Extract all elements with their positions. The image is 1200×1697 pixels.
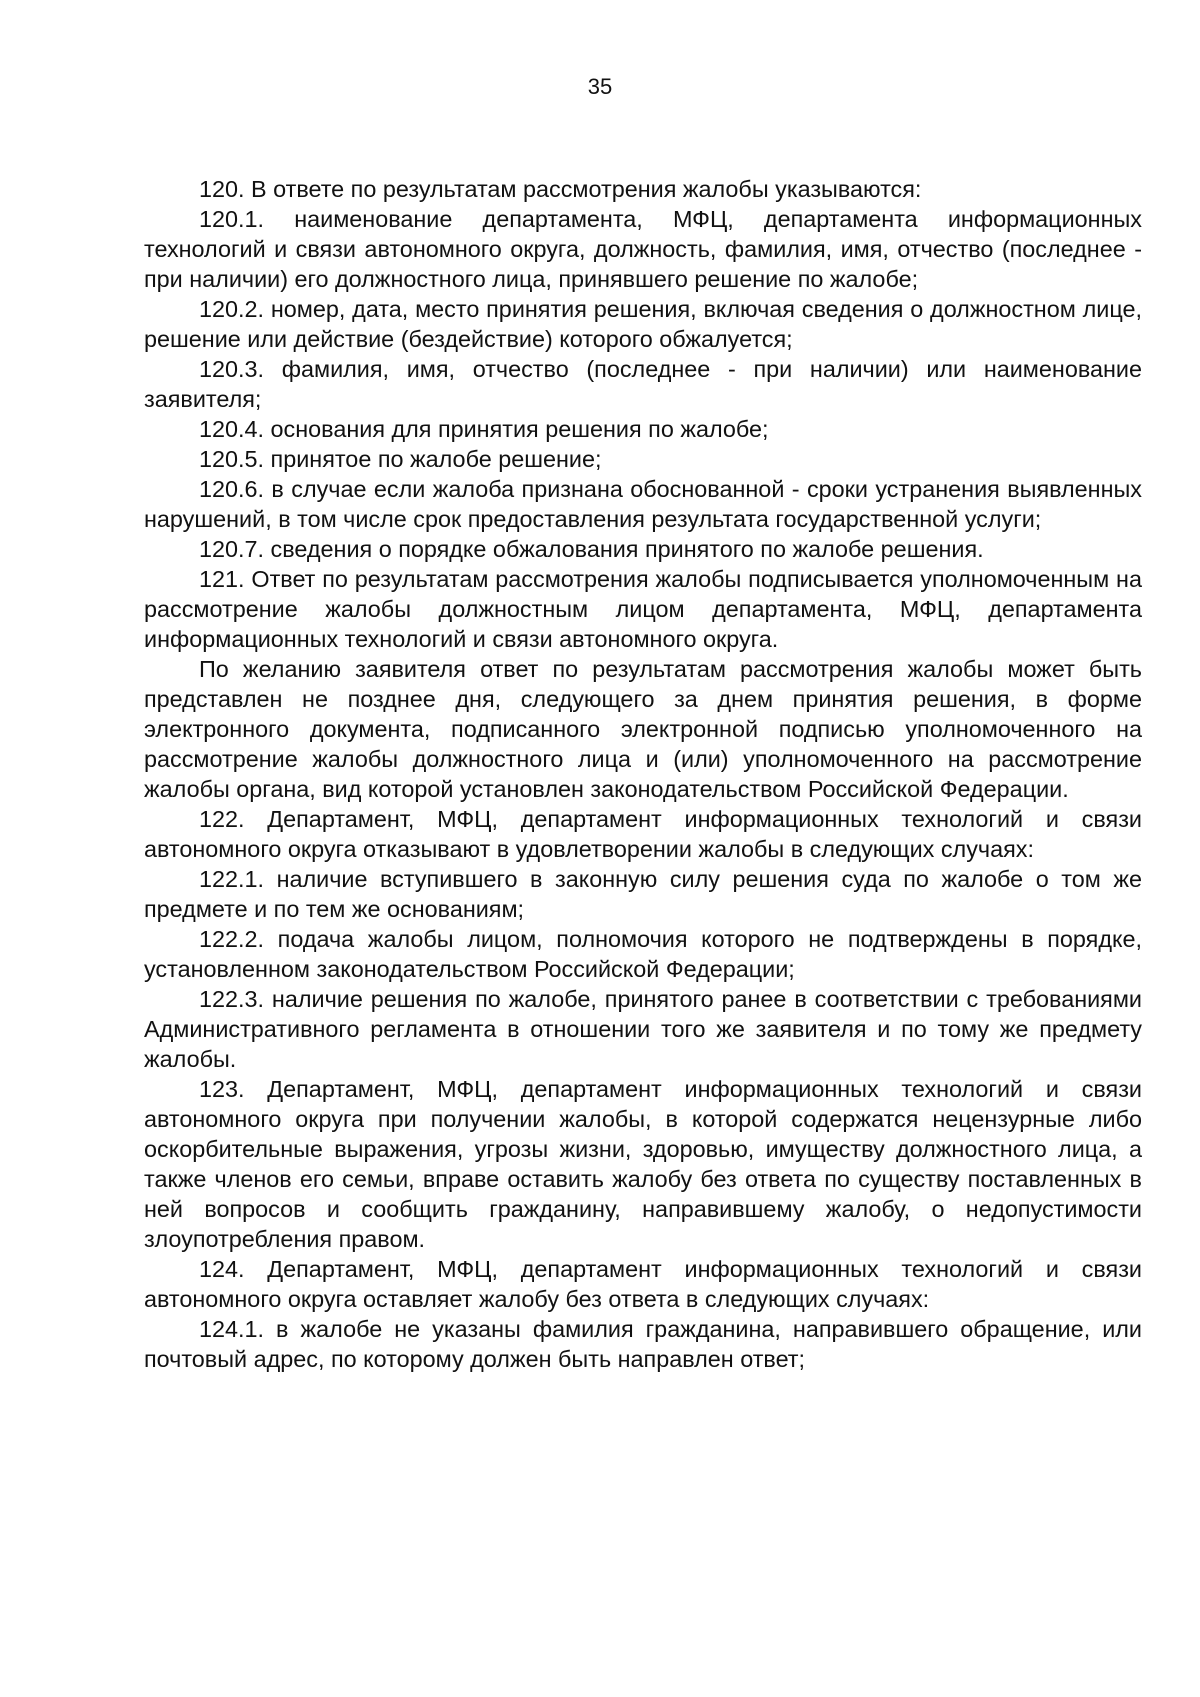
document-body	[144, 174, 1142, 1374]
paragraph-120-3: 120.3. фамилия, имя, отчество (последнее - при наличии) или наименование заявителя;	[144, 356, 1142, 412]
paragraph-124: 124. Департамент, МФЦ, департамент информационных технологий и связи автономного округа оставляет жалобу без ответа в следующих случаях:	[144, 1256, 1142, 1312]
paragraph-123: 123. Департамент, МФЦ, департамент информационных технологий и связи автономного округа при получении жалобы, в которой содержатся нецензурные либо оскорбительные выражения, угрозы жизни, здоровью, имуществу должностного лица, а также членов его семьи, вправе оставить жалобу без ответа по существу поставленных в ней вопросов и сообщить гражданину, направившему жалобу, о недопустимости злоупотребления правом.	[144, 1076, 1142, 1252]
paragraph-120-4: 120.4. основания для принятия решения по жалобе;	[199, 416, 769, 442]
paragraph-120-1: 120.1. наименование департамента, МФЦ, департамента информационных технологий и связи автономного округа, должность, фамилия, имя, отчество (последнее - при наличии) его должностного лица, принявшего решение по жалобе;	[144, 206, 1142, 292]
paragraph-124-1: 124.1. в жалобе не указаны фамилия гражданина, направившего обращение, или почтовый адрес, по которому должен быть направлен ответ;	[144, 1316, 1142, 1372]
paragraph-120-2: 120.2. номер, дата, место принятия решения, включая сведения о должностном лице, решение или действие (бездействие) которого обжалуется;	[144, 296, 1142, 352]
paragraph-122-3: 122.3. наличие решения по жалобе, принятого ранее в соответствии с требованиями Административного регламента в отношении того же заявителя и по тому же предмету жалобы.	[144, 986, 1142, 1072]
page-number: 35	[587, 74, 613, 99]
paragraph-122-2: 122.2. подача жалобы лицом, полномочия которого не подтверждены в порядке, установленном законодательством Российской Федерации;	[144, 926, 1142, 982]
paragraph-122-1: 122.1. наличие вступившего в законную силу решения суда по жалобе о том же предмете и по тем же основаниям;	[144, 866, 1142, 922]
paragraph-120-6: 120.6. в случае если жалоба признана обоснованной - сроки устранения выявленных нарушений, в том числе срок предоставления результата государственной услуги;	[144, 476, 1142, 532]
paragraph-122: 122. Департамент, МФЦ, департамент информационных технологий и связи автономного округа отказывают в удовлетворении жалобы в следующих случаях:	[144, 806, 1142, 862]
paragraph-120-7: 120.7. сведения о порядке обжалования принятого по жалобе решения.	[199, 536, 984, 562]
paragraph-120-5: 120.5. принятое по жалобе решение;	[199, 446, 602, 472]
paragraph-120: 120. В ответе по результатам рассмотрения жалобы указываются:	[199, 176, 922, 202]
paragraph-121-continued: По желанию заявителя ответ по результатам рассмотрения жалобы может быть представлен не позднее дня, следующего за днем принятия решения, в форме электронного документа, подписанного электронной подписью уполномоченного на рассмотрение жалобы должностного лица и (или) уполномоченного на рассмотрение жалобы органа, вид которой установлен законодательством Российской Федерации.	[144, 656, 1142, 802]
paragraph-121: 121. Ответ по результатам рассмотрения жалобы подписывается уполномоченным на рассмотрение жалобы должностным лицом департамента, МФЦ, департамента информационных технологий и связи автономного округа.	[144, 566, 1142, 652]
